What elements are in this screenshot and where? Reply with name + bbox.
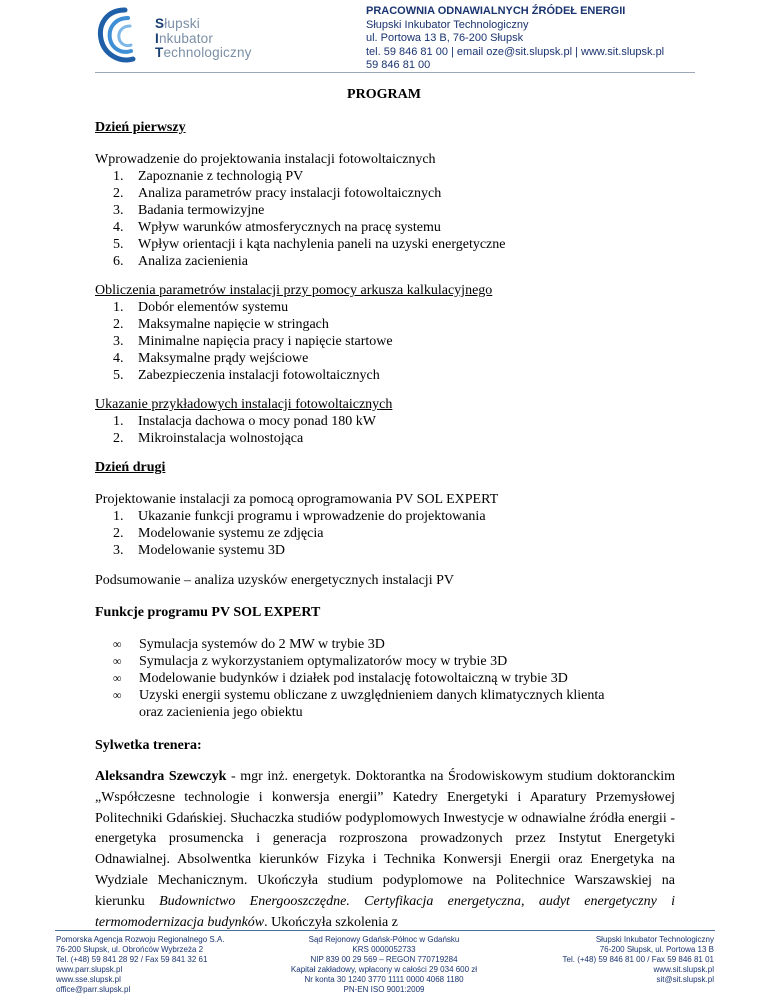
bullet-icon: ∞ (113, 688, 122, 702)
list-item-continuation: oraz zacienienia jego obiektu (139, 705, 303, 720)
list-item: 5. Wpływ orientacji i kąta nachylenia paneli na uzyski energetyczne (113, 237, 506, 252)
bullet-icon: ∞ (113, 671, 122, 685)
list-item: 4. Wpływ warunków atmosferycznych na pracę systemu (113, 220, 441, 235)
sit-logo (95, 6, 265, 68)
list-item: 5. Zabezpieczenia instalacji fotowoltaicznych (113, 368, 380, 383)
day1-block2-title: Obliczenia parametrów instalacji przy pomocy arkusza kalkulacyjnego (95, 283, 493, 298)
trainer-heading: Sylwetka trenera: (95, 738, 202, 753)
list-item: 3. Minimalne napięcia pracy i napięcie startowe (113, 334, 393, 349)
header-contact (366, 5, 664, 73)
footer-right: Słupski Inkubator Technologiczny 76-200 Słupsk, ul. Portowa 13 B Tel. (+48) 59 846 81 00 / Fax 59 846 81 01 www.sit.slupsk.pl sit@sit.slupsk.pl (562, 935, 714, 984)
list-item: 2. Modelowanie systemu ze zdjęcia (113, 526, 324, 541)
footer-center: Sąd Rejonowy Gdańsk-Północ w Gdańsku KRS 0000052733 NIP 839 00 29 569 – REGON 770719284 Kapitał zakładowy, wpłacony w całości 29 034 600 zł Nr konta 30 1240 3770 1111 0000 4068 1180 PN-EN ISO 9001:2009 (290, 935, 478, 994)
trainer-name: Aleksandra Szewczyk (95, 769, 227, 784)
day1-heading: Dzień pierwszy (95, 120, 186, 135)
header-line-4: 59 846 81 00 (366, 59, 431, 71)
list-item: 1. Zapoznanie z technologią PV (113, 169, 304, 184)
day2-block1-title: Projektowanie instalacji za pomocą oprogramowania PV SOL EXPERT (95, 492, 499, 507)
day1-block3-title: Ukazanie przykładowych instalacji fotowoltaicznych (95, 397, 393, 412)
list-item: 1. Ukazanie funkcji programu i wprowadzenie do projektowania (113, 509, 486, 524)
list-item: 3. Badania termowizyjne (113, 203, 265, 218)
logo-wordmark: Słupski Inkubator Technologiczny (155, 16, 252, 60)
day1-block1-title: Wprowadzenie do projektowania instalacji fotowoltaicznych (95, 152, 436, 167)
footer-left: Pomorska Agencja Rozwoju Regionalnego S.A. 76-200 Słupsk, ul. Obrońców Wybrzeża 2 Tel. (+48) 59 841 28 92 / Fax 59 841 32 61 www.parr.slupsk.pl www.sse.slupsk.pl office@parr.slupsk.pl (56, 935, 225, 994)
list-item: 1. Dobór elementów systemu (113, 300, 289, 315)
list-item: ∞ Symulacja z wykorzystaniem optymalizatorów mocy w trybie 3D (113, 654, 508, 669)
bullet-icon: ∞ (113, 637, 122, 651)
list-item: 2. Analiza parametrów pracy instalacji fotowoltaicznych (113, 186, 442, 201)
header-org-name: PRACOWNIA ODNAWIALNYCH ŹRÓDEŁ ENERGII (366, 5, 626, 17)
list-item: ∞ Symulacja systemów do 2 MW w trybie 3D (113, 637, 385, 652)
list-item: 2. Mikroinstalacja wolnostojąca (113, 431, 304, 446)
list-item: 4. Maksymalne prądy wejściowe (113, 351, 309, 366)
day2-summary: Podsumowanie – analiza uzysków energetycznych instalacji PV (95, 573, 454, 588)
logo-swirl-icon (95, 6, 153, 66)
list-item: 1. Instalacja dachowa o mocy ponad 180 kW (113, 414, 376, 429)
list-item: 6. Analiza zacienienia (113, 254, 248, 269)
header-line-3: tel. 59 846 81 00 | email oze@sit.slupsk.pl | www.sit.slupsk.pl (366, 45, 665, 58)
footer-divider (55, 930, 715, 931)
page-title: PROGRAM (347, 87, 421, 102)
header-divider (95, 72, 695, 73)
list-item: 2. Maksymalne napięcie w stringach (113, 317, 329, 332)
bullet-icon: ∞ (113, 654, 122, 668)
header-line-1: Słupski Inkubator Technologiczny (366, 18, 529, 31)
list-item: ∞ Modelowanie budynków i działek pod instalację fotowoltaiczną w trybie 3D (113, 671, 568, 686)
list-item: ∞ Uzyski energii systemu obliczane z uwzględnieniem danych klimatycznych klienta (113, 688, 605, 703)
functions-heading: Funkcje programu PV SOL EXPERT (95, 605, 321, 620)
list-item: 3. Modelowanie systemu 3D (113, 543, 285, 558)
trainer-bio: Aleksandra Szewczyk - mgr inż. energetyk. Doktorantka na Środowiskowym studium doktoranckim „Współczesne technologie i konwersja energii” Katedry Energetyki i Aparatury Przemysłowej Politechniki Gdańskiej. Słuchaczka studiów podyplomowych Inwestycje w odnawialne źródła energii - energetyka prosumencka i generacja rozproszona prowadzonych przez Instytut Energetyki Odnawialnej. Absolwentka kierunków Fizyka i Technika Konwersji Energii oraz Energetyka na Wydziale Mechanicznym. Ukończyła studium podyplomowe na Politechnice Warszawskiej na kierunku Budownictwo Energooszczędne. Certyfikacja energetyczna, audyt energetyczny i termomodernizacja budynków. Ukończyła szkolenia z (95, 769, 676, 930)
day2-heading: Dzień drugi (95, 460, 166, 475)
header-line-2: ul. Portowa 13 B, 76-200 Słupsk (366, 32, 524, 44)
